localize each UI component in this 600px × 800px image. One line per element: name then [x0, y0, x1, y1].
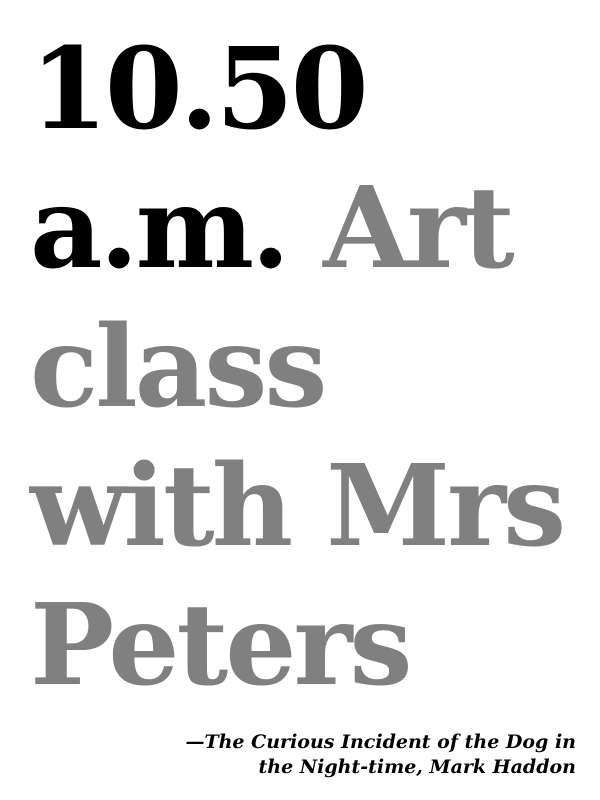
quote-attribution	[96, 730, 576, 780]
quote-time: 10.50 a.m.	[30, 24, 366, 294]
quote-text	[30, 20, 590, 715]
quote-activity: Art class with Mrs Peters	[30, 163, 564, 711]
attribution-line-1: —The Curious Incident of the Dog in	[185, 731, 576, 753]
attribution-line-2: the Night-time, Mark Haddon	[258, 756, 576, 778]
